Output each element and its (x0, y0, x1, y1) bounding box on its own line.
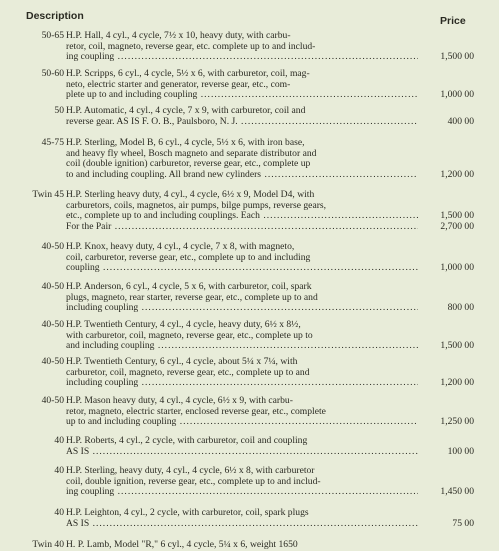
price-value: 2,700 00 (440, 220, 474, 232)
description-line: H.P. Sterling, heavy duty, 4 cyl., 4 cycle, 6½ x 8, with carburetor (66, 466, 315, 476)
description-line: H.P. Twentieth Century, 4 cyl., 4 cycle, heavy duty, 6½ x 8½, (66, 320, 301, 330)
description-line: coil (double ignition) carburetor, reverse gear, etc., complete up (66, 159, 311, 170)
entry-price (424, 190, 474, 232)
price-value (424, 436, 474, 447)
description-line: H.P. Roberts, 4 cyl., 2 cycle, with carburetor, coil and coupling (66, 436, 308, 446)
price-value (424, 396, 474, 407)
description-line: H.P. Hall, 4 cyl., 4 cycle, 7½ x 10, heavy duty, with carbu- (66, 31, 291, 41)
price-value (424, 282, 474, 293)
horsepower-label: 50 (54, 105, 64, 116)
entry-price (424, 508, 474, 529)
description-line: For the Pair ..... (66, 222, 418, 233)
description-line: H.P. Sterling heavy duty, 4 cyl., 4 cycle, 6½ x 9, Model D4, with (66, 190, 315, 200)
price-value: 1,000 00 (440, 262, 474, 274)
description-line: AS IS ..... (66, 519, 418, 530)
price-value: 1,500 00 (440, 340, 474, 352)
entry-description (66, 106, 418, 127)
description-line: including coupling ..... (66, 378, 418, 389)
description-line: and heavy fly wheel, Bosch magneto and separate distributor and (66, 148, 317, 159)
entry-description (66, 138, 418, 180)
description-header: Description (26, 10, 84, 22)
horsepower-label: 40-50 (41, 241, 64, 252)
entry-price (424, 138, 474, 180)
description-line: coil, double ignition, reverse gear, etc., complete up to and includ- (66, 476, 321, 487)
description-line: retor, coil, magneto, reverse gear, etc. complete up to and includ- (66, 41, 316, 52)
price-value: 1,000 00 (440, 89, 474, 101)
horsepower-label: 40 (54, 465, 64, 476)
entry-description (66, 357, 418, 389)
entry-description (66, 436, 418, 457)
horsepower-label: Twin 40 (32, 539, 64, 550)
entry-description (66, 69, 418, 101)
description-line: up to and including coupling ..... (66, 417, 418, 428)
description-line: AS IS ..... (66, 447, 418, 458)
entry-description (66, 508, 418, 529)
description-line: including coupling ..... (66, 303, 418, 314)
description-line: and including coupling ..... (66, 341, 418, 352)
entry-price (424, 466, 474, 498)
description-line: reverse gear. AS IS F. O. B., Paulsboro, N. J. ..... (66, 117, 418, 128)
price-value: 400 00 (447, 115, 474, 127)
horsepower-label: 40 (54, 507, 64, 518)
entry-price (424, 242, 474, 274)
price-value (424, 138, 474, 149)
description-line: H.P. Knox, heavy duty, 4 cyl., 4 cycle, 7 x 8, with magneto, (66, 242, 295, 252)
description-line: etc., complete up to and including couplings. Each ..... (66, 211, 418, 222)
entry-price (424, 320, 474, 352)
entry-price (424, 540, 474, 551)
description-line: coupling ..... (66, 263, 418, 274)
description-line: retor, magneto, electric starter, enclosed reverse gear, etc., complete (66, 406, 326, 417)
horsepower-label: 40-50 (41, 319, 64, 330)
entry-price (424, 436, 474, 457)
entry-price (424, 106, 474, 127)
horsepower-label: 40-50 (41, 281, 64, 292)
description-line: H.P. Anderson, 6 cyl., 4 cycle, 5 x 6, with carburetor, coil, spark (66, 282, 312, 292)
description-line: neto, electric starter and generator, reverse gear, etc., com- (66, 79, 291, 90)
description-line: ing coupling ..... (66, 52, 418, 63)
description-line: H.P. Twentieth Century, 6 cyl., 4 cycle, about 5¼ x 7¼, with (66, 357, 298, 367)
description-line: with carburetor, coil, magneto, reverse gear, etc., complete up to (66, 330, 313, 341)
entry-description (66, 190, 418, 232)
horsepower-label: 40-50 (41, 395, 64, 406)
price-value: 1,250 00 (440, 416, 474, 428)
price-value (424, 69, 474, 80)
description-line: to and including coupling. All brand new cylinders ..... (66, 170, 418, 181)
description-line: coil, carburetor, reverse gear, etc., complete up to and including (66, 252, 311, 263)
price-header: Price (440, 15, 466, 27)
description-line: ing coupling ..... (66, 487, 418, 498)
price-value (424, 190, 474, 201)
entry-description (66, 31, 418, 63)
price-value (424, 320, 474, 331)
entry-description (66, 282, 418, 314)
horsepower-label: 45-75 (41, 137, 64, 148)
description-line: H.P. Scripps, 6 cyl., 4 cycle, 5½ x 6, with carburetor, coil, mag- (66, 69, 310, 79)
price-value: 100 00 (447, 445, 474, 457)
price-value: 1,500 00 (440, 51, 474, 63)
price-value (424, 106, 474, 117)
horsepower-label: Twin 45 (32, 189, 64, 200)
price-value (424, 242, 474, 253)
description-line: H.P. Sterling, Model B, 6 cyl., 4 cycle, 5½ x 6, with iron base, (66, 138, 305, 148)
price-value: 1,450 00 (440, 486, 474, 498)
description-line: plugs, magneto, rear starter, reverse gear, etc., complete up to and (66, 292, 318, 303)
price-value (424, 31, 474, 42)
horsepower-label: 50-60 (41, 68, 64, 79)
entry-price (424, 69, 474, 101)
entry-description (66, 466, 418, 498)
price-value: 1,200 00 (440, 377, 474, 389)
entry-price (424, 282, 474, 314)
price-value (424, 466, 474, 477)
entry-description (66, 540, 418, 551)
entry-price (424, 357, 474, 389)
entry-description (66, 242, 418, 274)
description-line: H. P. Lamb, Model "R," 6 cyl., 4 cycle, 5¼ x 6, weight 1650 (66, 540, 298, 550)
description-line: H.P. Leighton, 4 cyl., 2 cycle, with carburetor, coil, spark plugs (66, 508, 309, 518)
price-value: 800 00 (447, 302, 474, 314)
price-value (424, 149, 474, 160)
price-value: 1,200 00 (440, 168, 474, 180)
column-header (0, 10, 499, 26)
price-value: 1,500 00 (440, 210, 474, 222)
description-line: carburetor, coil, magneto, reverse gear, etc., complete up to and (66, 367, 310, 378)
entry-price (424, 31, 474, 63)
horsepower-label: 50-65 (41, 30, 64, 41)
description-line: plete up to and including coupling ..... (66, 90, 418, 101)
price-value (424, 357, 474, 368)
entry-price (424, 396, 474, 428)
price-value: 75 00 (452, 517, 474, 529)
horsepower-label: 40-50 (41, 356, 64, 367)
description-line: H.P. Mason heavy duty, 4 cyl., 4 cycle, 6½ x 9, with carbu- (66, 396, 293, 406)
entry-description (66, 320, 418, 352)
horsepower-label: 40 (54, 435, 64, 446)
price-value (424, 508, 474, 519)
entry-description (66, 396, 418, 428)
price-value (424, 540, 474, 551)
description-line: H.P. Automatic, 4 cyl., 4 cycle, 7 x 9, with carburetor, coil and (66, 106, 306, 116)
description-line: carburetors, coils, magnetos, air pumps, bilge pumps, reverse gears, (66, 200, 327, 211)
